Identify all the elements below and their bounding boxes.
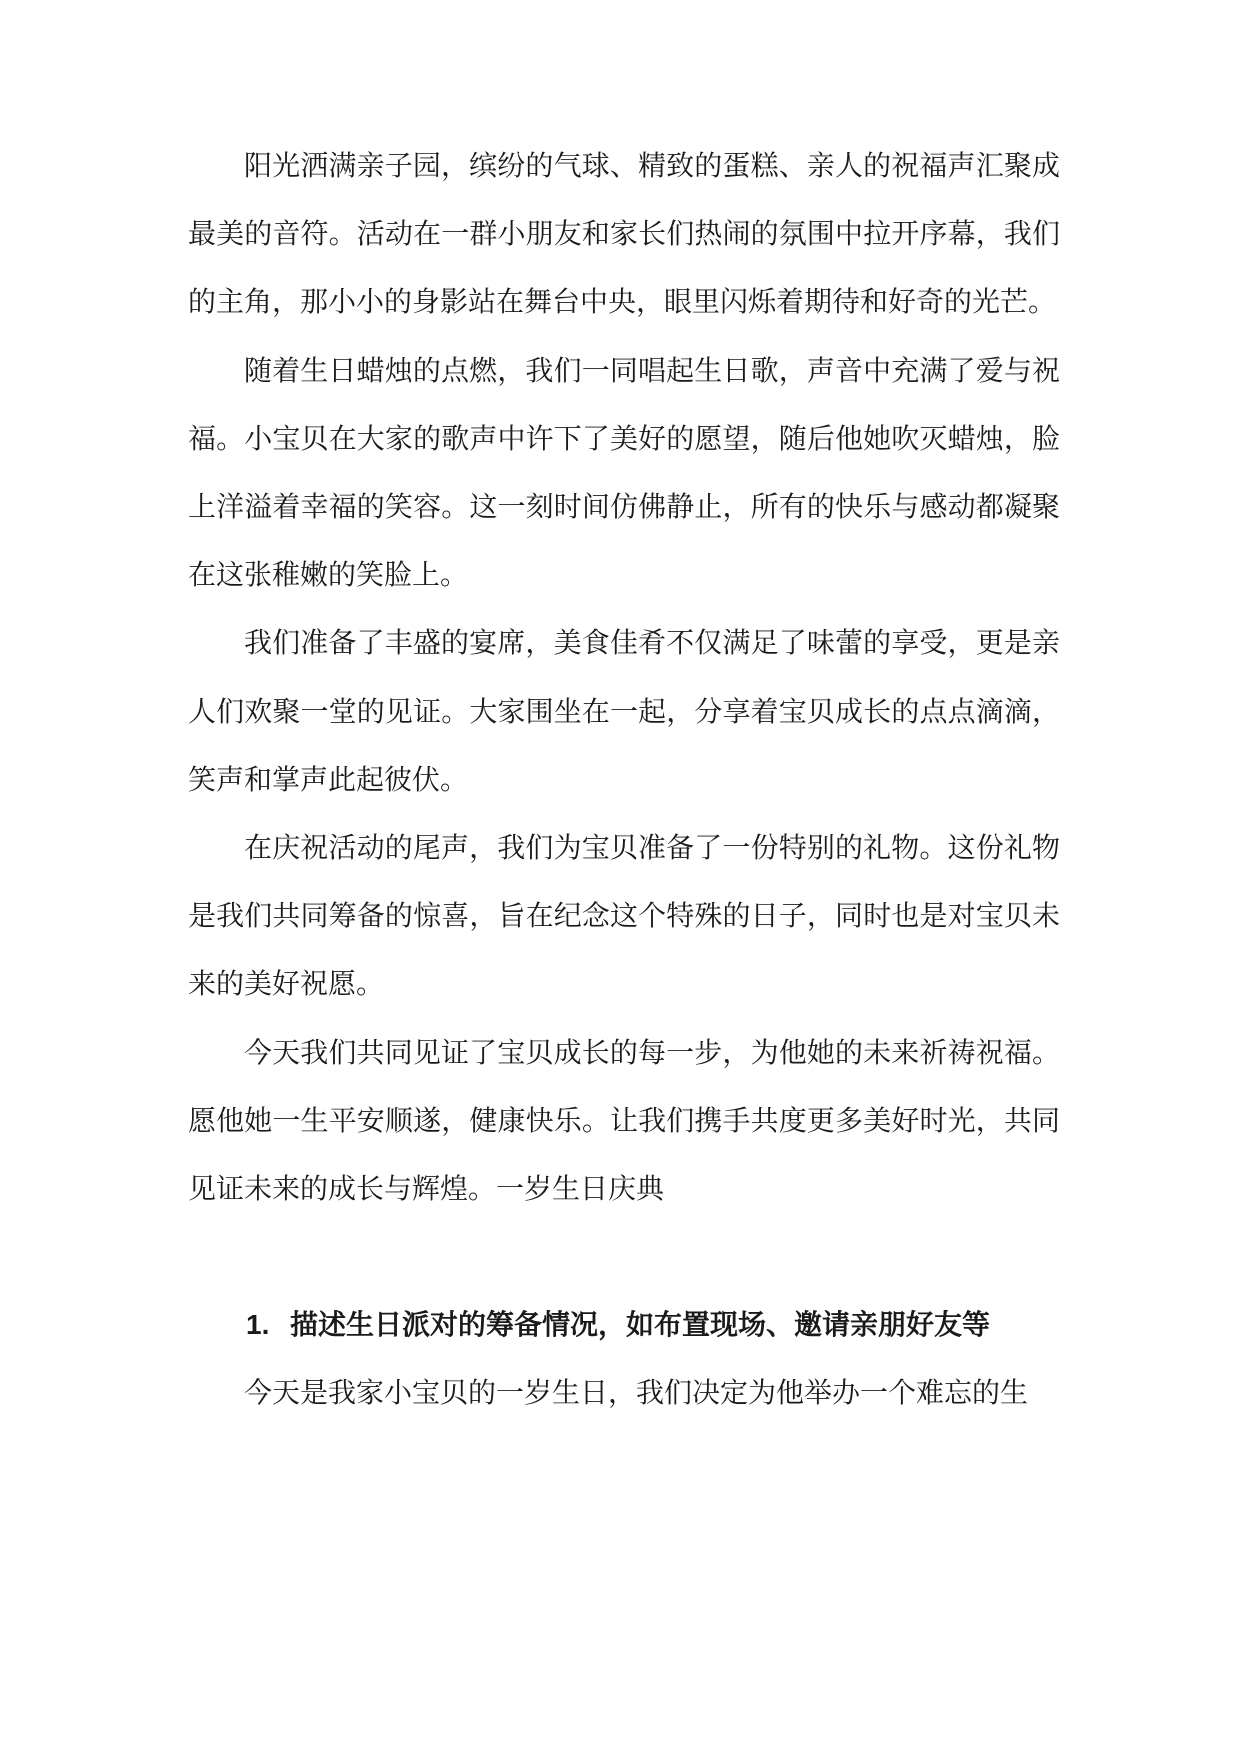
- paragraph-5: 今天我们共同见证了宝贝成长的每一步，为他她的未来祈祷祝福。愿他她一生平安顺遂，健康快乐。让我们携手共度更多美好时光，共同见证未来的成长与辉煌。一岁生日庆典: [188, 1035, 1060, 1206]
- section-heading-number: 1.: [246, 1309, 270, 1341]
- paragraph-6: 今天是我家小宝贝的一岁生日，我们决定为他举办一个难忘的生: [244, 1376, 1029, 1410]
- section-heading: [188, 1291, 1060, 1359]
- document-body: [188, 132, 1060, 1428]
- paragraph-4: 在庆祝活动的尾声，我们为宝贝准备了一份特别的礼物。这份礼物是我们共同筹备的惊喜，旨在纪念这个特殊的日子，同时也是对宝贝未来的美好祝愿。: [188, 831, 1060, 1001]
- paragraph-3: 我们准备了丰盛的宴席，美食佳肴不仅满足了味蕾的享受，更是亲人们欢聚一堂的见证。大家围坐在一起，分享着宝贝成长的点点滴滴，笑声和掌声此起彼伏。: [188, 626, 1060, 796]
- paragraph-2: 随着生日蜡烛的点燃，我们一同唱起生日歌，声音中充满了爱与祝福。小宝贝在大家的歌声中许下了美好的愿望，随后他她吹灭蜡烛，脸上洋溢着幸福的笑容。这一刻时间仿佛静止，所有的快乐与感动都凝聚在这张稚嫩的笑脸上。: [188, 353, 1060, 592]
- section-heading-text: 描述生日派对的筹备情况，如布置现场、邀请亲朋好友等: [290, 1308, 991, 1342]
- paragraph-1: 阳光洒满亲子园，缤纷的气球、精致的蛋糕、亲人的祝福声汇聚成最美的音符。活动在一群小朋友和家长们热闹的氛围中拉开序幕，我们的主角，那小小的身影站在舞台中央，眼里闪烁着期待和好奇的光芒。: [188, 149, 1060, 319]
